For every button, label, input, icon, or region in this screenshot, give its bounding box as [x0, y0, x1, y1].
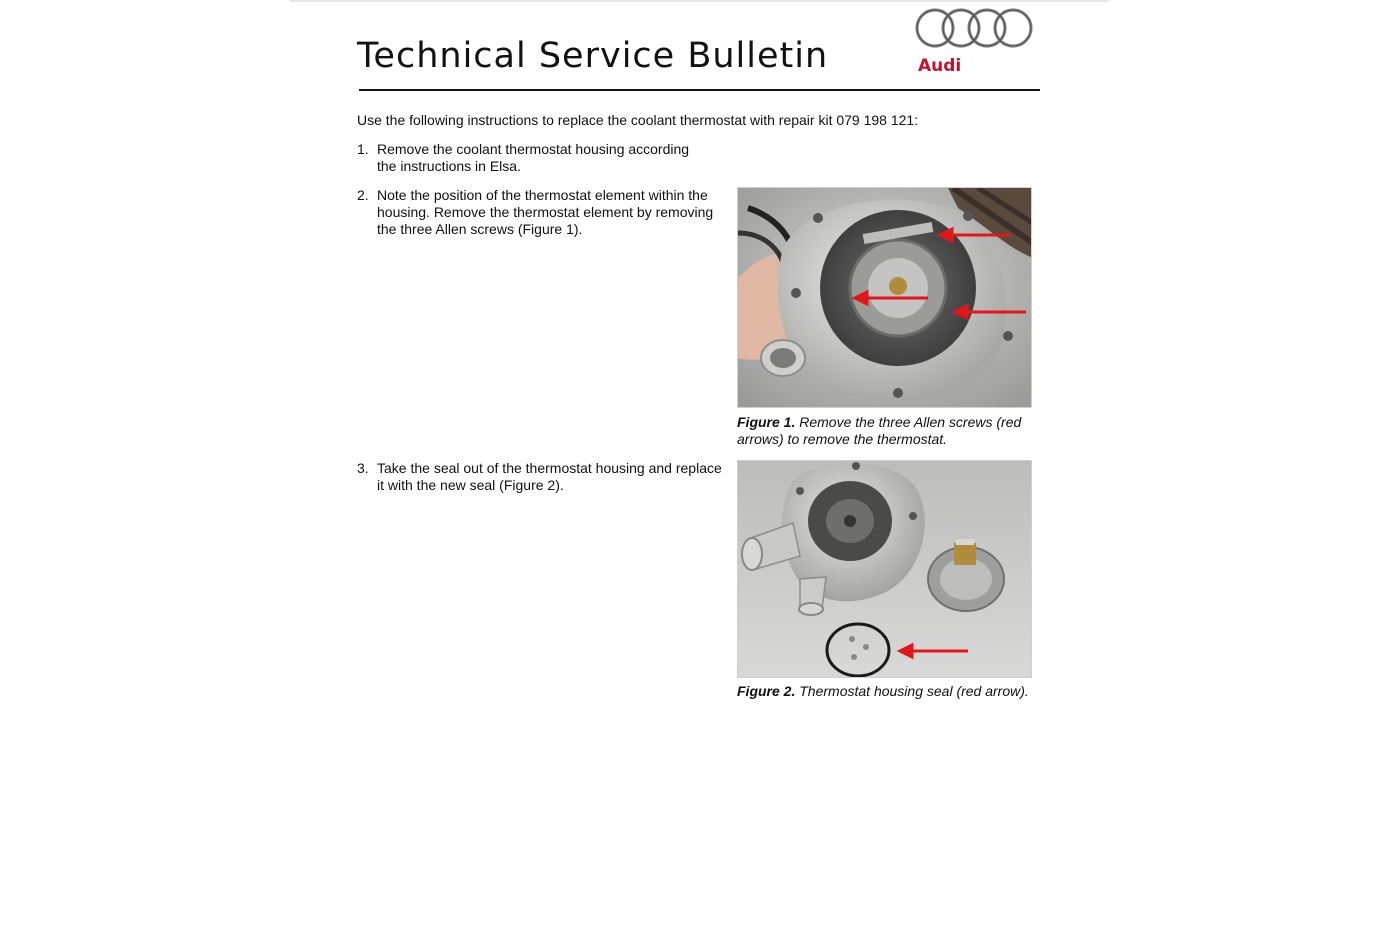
page-top-edge	[290, 0, 1108, 2]
figure-label: Figure 2.	[737, 683, 796, 699]
figure-2-caption	[737, 683, 1037, 700]
step-1	[357, 141, 727, 175]
page-title: Technical Service Bulletin	[357, 36, 829, 76]
step-number: 3.	[357, 460, 369, 476]
figure-caption-text: Thermostat housing seal (red arrow).	[799, 683, 1029, 699]
header-rule	[359, 89, 1040, 91]
figure-2-photo	[737, 460, 1032, 678]
figure-label: Figure 1.	[737, 414, 796, 430]
intro-text: Use the following instructions to replace the coolant thermostat with repair kit 079 198 121:	[357, 112, 919, 128]
step-3	[357, 460, 727, 494]
step-text: Remove the coolant thermostat housing according the instructions in Elsa.	[377, 141, 690, 174]
brand-wordmark: Audi	[918, 56, 962, 76]
step-text: Take the seal out of the thermostat housing and replace it with the new seal (Figure 2).	[377, 460, 722, 493]
figure-1-caption	[737, 414, 1037, 448]
figure-caption-text: Remove the three Allen screws (red arrows) to remove the thermostat.	[737, 414, 1022, 447]
step-number: 1.	[357, 141, 369, 157]
step-number: 2.	[357, 187, 369, 203]
step-2	[357, 187, 727, 238]
step-text: Note the position of the thermostat element within the housing. Remove the thermostat element by removing the three Allen screws (Figure 1).	[377, 187, 714, 237]
figure-1-photo	[737, 187, 1032, 408]
